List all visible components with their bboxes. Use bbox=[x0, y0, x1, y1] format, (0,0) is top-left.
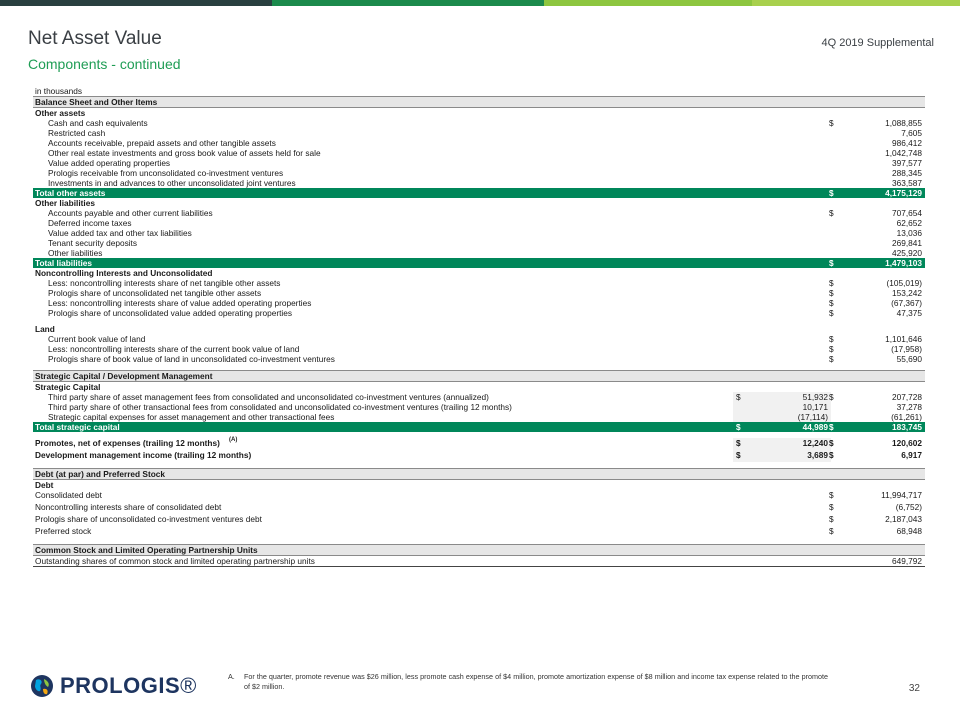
row-label: Strategic capital expenses for asset management and other transactional fees bbox=[48, 412, 335, 422]
logo-wordmark bbox=[60, 673, 197, 699]
row-value: 1,101,646 bbox=[885, 334, 922, 344]
group-header bbox=[33, 268, 925, 278]
footnote-marker: (A) bbox=[229, 437, 238, 443]
row-value: 707,654 bbox=[892, 208, 922, 218]
dollar-sign: $ bbox=[829, 308, 834, 318]
row-value-quarter: 12,240 bbox=[802, 438, 828, 448]
table-row bbox=[33, 248, 925, 258]
total-row bbox=[33, 258, 925, 268]
group-header bbox=[33, 480, 925, 490]
row-label: Value added tax and other tax liabilities bbox=[48, 228, 192, 238]
dollar-sign: $ bbox=[829, 450, 834, 460]
dollar-sign: $ bbox=[829, 392, 834, 402]
globe-icon bbox=[30, 673, 54, 699]
table-row bbox=[33, 502, 925, 514]
section-header bbox=[33, 544, 925, 556]
table-row bbox=[33, 402, 925, 412]
dollar-sign: $ bbox=[829, 298, 834, 308]
table-row bbox=[33, 208, 925, 218]
table-row bbox=[33, 334, 925, 344]
table-row bbox=[33, 308, 925, 318]
row-value: 397,577 bbox=[892, 158, 922, 168]
row-value: (67,367) bbox=[891, 298, 922, 308]
page-number: 32 bbox=[908, 683, 920, 694]
row-label: Accounts payable and other current liabilities bbox=[48, 208, 213, 218]
group-title: Strategic Capital bbox=[35, 382, 101, 392]
row-value: (6,752) bbox=[895, 502, 922, 512]
table-row bbox=[33, 138, 925, 148]
total-label: Total other assets bbox=[35, 188, 106, 198]
dollar-sign: $ bbox=[829, 514, 834, 524]
top-color-bar bbox=[0, 0, 960, 6]
logo-mark: ® bbox=[180, 673, 197, 698]
other-liabilities-rows bbox=[33, 208, 925, 258]
row-value: 288,345 bbox=[892, 168, 922, 178]
dollar-sign: $ bbox=[829, 258, 834, 268]
dollar-sign: $ bbox=[829, 354, 834, 364]
table-row bbox=[33, 218, 925, 228]
row-value: (105,019) bbox=[886, 278, 922, 288]
dollar-sign: $ bbox=[829, 526, 834, 536]
table-row bbox=[33, 490, 925, 502]
dollar-sign: $ bbox=[829, 188, 834, 198]
row-value: 6,917 bbox=[901, 450, 922, 460]
row-value: 62,652 bbox=[896, 218, 922, 228]
row-label: Noncontrolling interests share of consolidated debt bbox=[35, 502, 222, 512]
row-value: 2,187,043 bbox=[885, 514, 922, 524]
row-label: Third party share of other transactional fees from consolidated and unconsolidated co-investment ventures (trailing 12 months) bbox=[48, 402, 512, 412]
row-value: (17,958) bbox=[891, 344, 922, 354]
section-header bbox=[33, 96, 925, 108]
group-title: Other liabilities bbox=[35, 198, 95, 208]
table-row bbox=[33, 412, 925, 422]
row-label: Prologis share of unconsolidated co-investment ventures debt bbox=[35, 514, 262, 524]
table-row bbox=[33, 438, 925, 450]
units-label: in thousands bbox=[35, 86, 83, 96]
row-value: 11,994,717 bbox=[881, 490, 922, 500]
total-label: Total liabilities bbox=[35, 258, 93, 268]
section-title: Strategic Capital / Development Management bbox=[35, 371, 213, 381]
section-title: Debt (at par) and Preferred Stock bbox=[35, 469, 166, 479]
row-label: Less: noncontrolling interests share of net tangible other assets bbox=[48, 278, 281, 288]
table-row bbox=[33, 228, 925, 238]
row-value: 37,278 bbox=[896, 402, 922, 412]
dollar-sign: $ bbox=[829, 502, 834, 512]
row-label: Consolidated debt bbox=[35, 490, 102, 500]
table-row bbox=[33, 238, 925, 248]
row-value: 13,036 bbox=[896, 228, 922, 238]
footnote-marker: A. bbox=[228, 672, 235, 681]
row-value: 1,088,855 bbox=[885, 118, 922, 128]
row-label: Accounts receivable, prepaid assets and other tangible assets bbox=[48, 138, 276, 148]
company-logo bbox=[30, 671, 197, 701]
total-value: 1,479,103 bbox=[885, 258, 922, 268]
row-label: Current book value of land bbox=[48, 334, 146, 344]
row-label: Tenant security deposits bbox=[48, 238, 138, 248]
table-row bbox=[33, 148, 925, 158]
dollar-sign: $ bbox=[829, 422, 834, 432]
row-label: Promotes, net of expenses (trailing 12 months) bbox=[35, 438, 220, 448]
nav-components-table bbox=[33, 86, 925, 567]
top-bar-segment bbox=[752, 0, 960, 6]
total-label: Total strategic capital bbox=[35, 422, 120, 432]
table-row bbox=[33, 514, 925, 526]
row-value: (61,261) bbox=[891, 412, 922, 422]
total-value-quarter: 44,989 bbox=[802, 422, 828, 432]
row-label: Other liabilities bbox=[48, 248, 103, 258]
group-title: Land bbox=[35, 324, 55, 334]
row-label: Prologis share of unconsolidated net tangible other assets bbox=[48, 288, 262, 298]
row-label: Investments in and advances to other unconsolidated joint ventures bbox=[48, 178, 296, 188]
group-title: Noncontrolling Interests and Unconsolidated bbox=[35, 268, 213, 278]
group-title: Debt bbox=[35, 480, 54, 490]
dollar-sign: $ bbox=[829, 278, 834, 288]
group-header bbox=[33, 382, 925, 392]
row-value: 55,690 bbox=[896, 354, 922, 364]
table-row bbox=[33, 526, 925, 538]
table-row bbox=[33, 288, 925, 298]
supplemental-label: 4Q 2019 Supplemental bbox=[821, 37, 934, 49]
row-label: Less: noncontrolling interests share of the current book value of land bbox=[48, 344, 300, 354]
row-value: 120,602 bbox=[892, 438, 922, 448]
row-value: 1,042,748 bbox=[885, 148, 922, 158]
section-header bbox=[33, 468, 925, 480]
total-row bbox=[33, 422, 925, 432]
table-row bbox=[33, 118, 925, 128]
row-label: Prologis share of unconsolidated value added operating properties bbox=[48, 308, 293, 318]
group-header bbox=[33, 108, 925, 118]
row-label: Deferred income taxes bbox=[48, 218, 132, 228]
top-bar-segment bbox=[272, 0, 544, 6]
row-value: 207,728 bbox=[892, 392, 922, 402]
row-label: Value added operating properties bbox=[48, 158, 171, 168]
table-row bbox=[33, 556, 925, 567]
table-row bbox=[33, 178, 925, 188]
total-value: 4,175,129 bbox=[885, 188, 922, 198]
row-label: Outstanding shares of common stock and limited operating partnership units bbox=[35, 556, 315, 566]
dollar-sign: $ bbox=[829, 288, 834, 298]
top-bar-segment bbox=[0, 0, 272, 6]
other-assets-rows bbox=[33, 118, 925, 188]
table-row bbox=[33, 354, 925, 364]
table-row bbox=[33, 278, 925, 288]
row-value-quarter: (17,114) bbox=[797, 412, 828, 422]
dollar-sign: $ bbox=[829, 490, 834, 500]
row-value: 986,412 bbox=[892, 138, 922, 148]
table-row bbox=[33, 298, 925, 308]
row-label: Prologis share of book value of land in unconsolidated co-investment ventures bbox=[48, 354, 335, 364]
table-row bbox=[33, 128, 925, 138]
dollar-sign: $ bbox=[829, 118, 834, 128]
row-label: Preferred stock bbox=[35, 526, 92, 536]
dollar-sign: $ bbox=[829, 344, 834, 354]
total-row bbox=[33, 188, 925, 198]
row-value: 425,920 bbox=[892, 248, 922, 258]
logo-text: PROLOGIS bbox=[60, 673, 181, 698]
total-value: 183,745 bbox=[892, 422, 922, 432]
dollar-sign: $ bbox=[736, 438, 741, 448]
table-row bbox=[33, 168, 925, 178]
table-row bbox=[33, 450, 925, 462]
row-value: 363,587 bbox=[892, 178, 922, 188]
dollar-sign: $ bbox=[736, 450, 741, 460]
row-label: Cash and cash equivalents bbox=[48, 118, 148, 128]
row-label: Less: noncontrolling interests share of value added operating properties bbox=[48, 298, 312, 308]
dollar-sign: $ bbox=[829, 438, 834, 448]
row-value: 68,948 bbox=[896, 526, 922, 536]
row-label: Third party share of asset management fees from consolidated and unconsolidated co-investment ventures (annualized) bbox=[48, 392, 489, 402]
row-label: Development management income (trailing 12 months) bbox=[35, 450, 252, 460]
row-label: Other real estate investments and gross book value of assets held for sale bbox=[48, 148, 321, 158]
section-header bbox=[33, 370, 925, 382]
dollar-sign: $ bbox=[736, 422, 741, 432]
section-title: Balance Sheet and Other Items bbox=[35, 97, 158, 107]
top-bar-segment bbox=[544, 0, 752, 6]
table-row bbox=[33, 344, 925, 354]
row-value: 269,841 bbox=[892, 238, 922, 248]
row-value: 153,242 bbox=[892, 288, 922, 298]
row-value-quarter: 10,171 bbox=[802, 402, 828, 412]
group-header bbox=[33, 324, 925, 334]
units-row bbox=[33, 86, 925, 96]
dollar-sign: $ bbox=[829, 208, 834, 218]
page-title: Net Asset Value bbox=[28, 28, 162, 49]
page-subtitle: Components - continued bbox=[28, 56, 181, 72]
row-value: 649,792 bbox=[892, 556, 922, 566]
row-label: Restricted cash bbox=[48, 128, 106, 138]
row-value-quarter: 3,689 bbox=[807, 450, 828, 460]
dollar-sign: $ bbox=[736, 392, 741, 402]
dollar-sign: $ bbox=[829, 334, 834, 344]
footnote-text: For the quarter, promote revenue was $26 million, less promote cash expense of $4 million, promote amortization expense of $8 million and income tax expense related to the promote of $2 million. bbox=[244, 672, 828, 691]
group-header bbox=[33, 198, 925, 208]
row-value: 7,605 bbox=[901, 128, 922, 138]
group-title: Other assets bbox=[35, 108, 86, 118]
row-value-quarter: 51,932 bbox=[802, 392, 828, 402]
table-row bbox=[33, 392, 925, 402]
table-row bbox=[33, 158, 925, 168]
section-title: Common Stock and Limited Operating Partnership Units bbox=[35, 545, 258, 555]
row-value: 47,375 bbox=[896, 308, 922, 318]
row-label: Prologis receivable from unconsolidated co-investment ventures bbox=[48, 168, 284, 178]
